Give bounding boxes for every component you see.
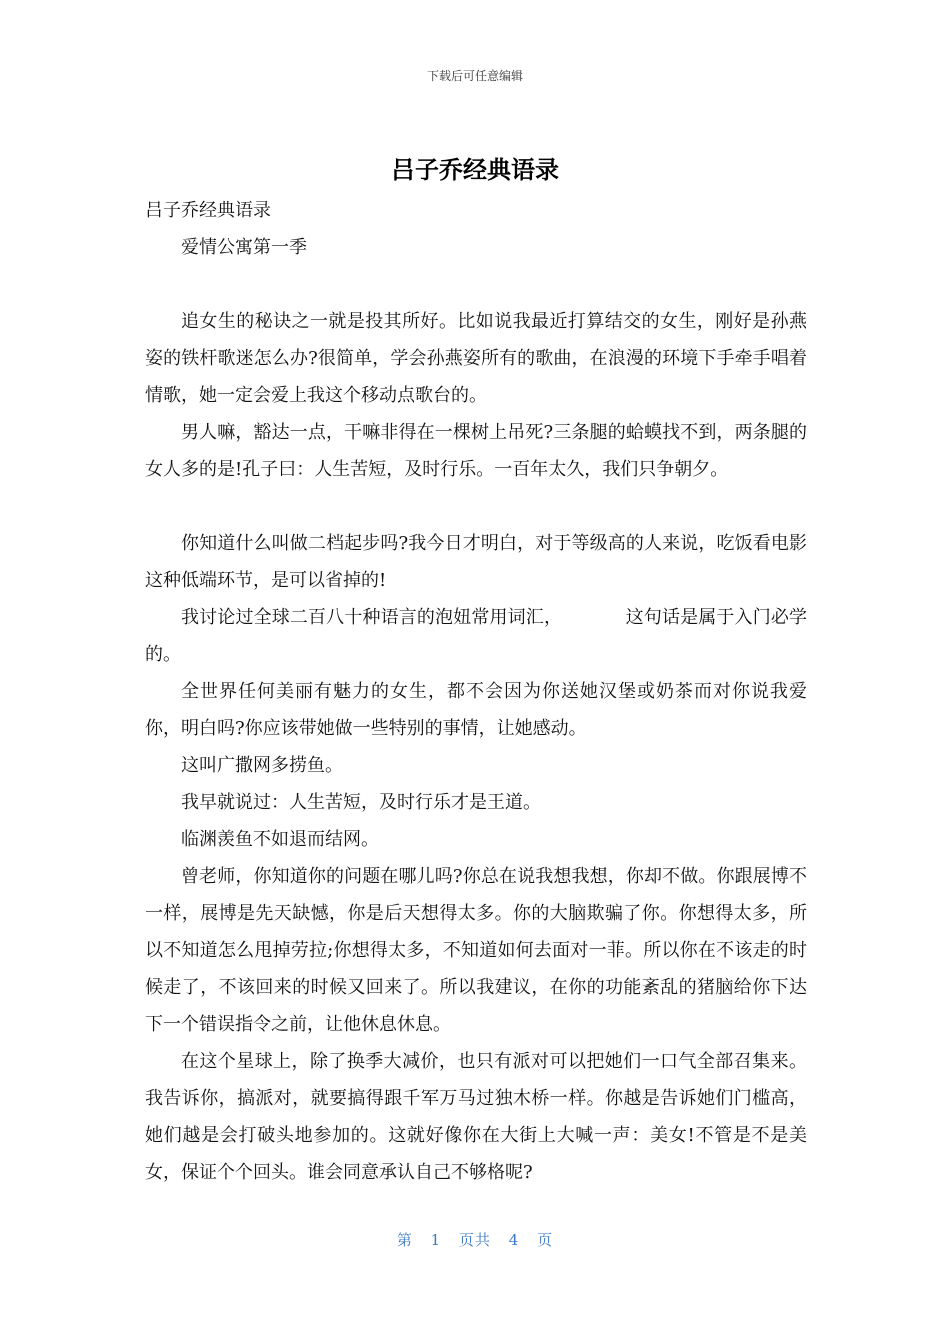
document-title: 吕子乔经典语录 bbox=[391, 156, 559, 184]
paragraph: 你知道什么叫做二档起步吗?我今日才明白，对于等级高的人来说，吃饭看电影这种低端环节，是可以省掉的! bbox=[145, 533, 807, 591]
paragraph: 临渊羡鱼不如退而结网。 bbox=[181, 829, 379, 850]
paragraph: 男人嘛，豁达一点，干嘛非得在一棵树上吊死?三条腿的蛤蟆找不到，两条腿的女人多的是!孔子曰：人生苦短，及时行乐。一百年太久，我们只争朝夕。 bbox=[145, 422, 807, 480]
spacer bbox=[145, 488, 807, 525]
document-body bbox=[145, 192, 807, 1191]
paragraph: 我讨论过全球二百八十种语言的泡妞常用词汇， 这句话是属于入门必学的。 bbox=[145, 607, 807, 665]
paragraph: 全世界任何美丽有魅力的女生，都不会因为你送她汉堡或奶茶而对你说我爱你，明白吗?你应该带她做一些特别的事情，让她感动。 bbox=[145, 681, 807, 739]
paragraph: 追女生的秘诀之一就是投其所好。比如说我最近打算结交的女生，刚好是孙燕姿的铁杆歌迷怎么办?很简单，学会孙燕姿所有的歌曲，在浪漫的环境下手牵手唱着情歌，她一定会爱上我这个移动点歌台的。 bbox=[145, 311, 807, 406]
paragraph: 曾老师，你知道你的问题在哪儿吗?你总在说我想我想，你却不做。你跟展博不一样，展博是先天缺憾，你是后天想得太多。你的大脑欺骗了你。你想得太多，所以不知道怎么甩掉劳拉;你想得太多，不知道如何去面对一菲。所以你在不该走的时候走了，不该回来的时候又回来了。所以我建议，在你的功能紊乱的猪脑给你下达下一个错误指令之前，让他休息休息。 bbox=[145, 866, 807, 1035]
paragraph: 我早就说过：人生苦短，及时行乐才是王道。 bbox=[181, 792, 541, 813]
page-header: 下载后可任意编辑 bbox=[426, 69, 523, 83]
page-footer: 第 1 页共 4 页 bbox=[396, 1231, 554, 1249]
spacer bbox=[145, 266, 807, 303]
subtitle: 吕子乔经典语录 bbox=[145, 200, 271, 221]
season-heading: 爱情公寓第一季 bbox=[181, 237, 307, 258]
paragraph: 在这个星球上，除了换季大减价，也只有派对可以把她们一口气全部召集来。我告诉你，搞派对，就要搞得跟千军万马过独木桥一样。你越是告诉她们门槛高，她们越是会打破头地参加的。这就好像你在大街上大喊一声：美女!不管是不是美女，保证个个回头。谁会同意承认自己不够格呢? bbox=[145, 1051, 807, 1183]
paragraph: 这叫广撒网多捞鱼。 bbox=[181, 755, 343, 776]
